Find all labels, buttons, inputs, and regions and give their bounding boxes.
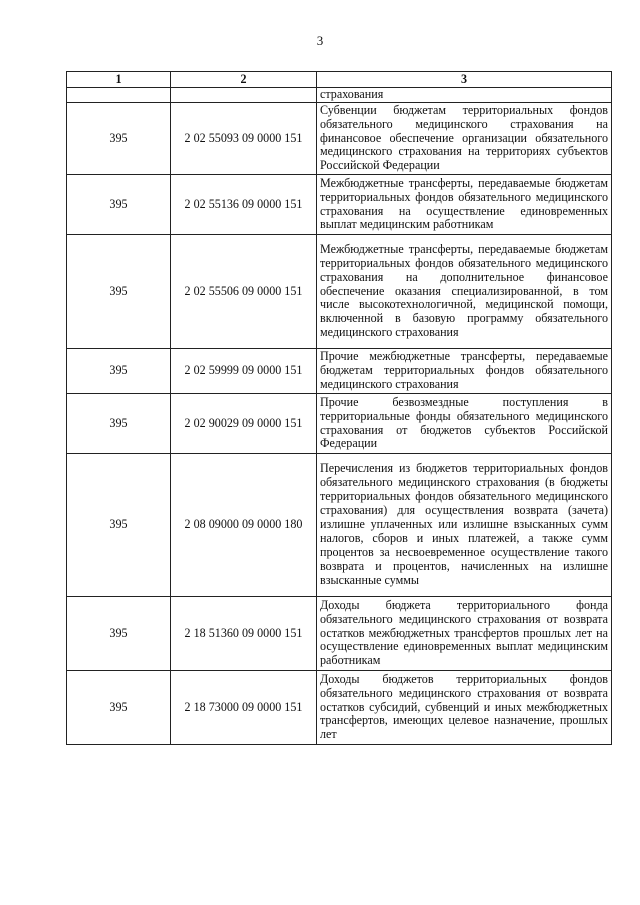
kbk-code-cell: 2 18 73000 09 0000 151 [171,671,317,745]
column-header-2: 2 [171,72,317,88]
kbk-code-cell: 2 02 55093 09 0000 151 [171,103,317,175]
kbk-code-cell: 2 08 09000 09 0000 180 [171,454,317,597]
admin-code-cell: 395 [67,671,171,745]
table-header-row [67,72,612,88]
admin-code-cell: 395 [67,103,171,175]
description-cell: Доходы бюджетов территориальных фондов обязательного медицинского страхования от возврата остатков субсидий, субвенций и иных межбюджетных трансфертов, имеющих целевое назначение, прошлых лет [317,671,612,745]
table-row [67,394,612,454]
table-row [67,349,612,394]
admin-code-cell: 395 [67,454,171,597]
description-cell: страхования [317,88,612,103]
admin-code-cell [67,88,171,103]
table-row [67,671,612,745]
budget-revenue-table [66,71,612,745]
table-row [67,454,612,597]
admin-code-cell: 395 [67,597,171,671]
description-cell: Субвенции бюджетам территориальных фондов обязательного медицинского страхования на финансовое обеспечение организации обязательного медицинского страхования на территориях субъектов Российской Федерации [317,103,612,175]
description-cell: Межбюджетные трансферты, передаваемые бюджетам территориальных фондов обязательного медицинского страхования на дополнительное финансовое обеспечение оказания специализированной, в том числе высокотехнологичной, медицинской помощи, включенной в базовую программу обязательного медицинского страхования [317,235,612,349]
column-header-1: 1 [67,72,171,88]
admin-code-cell: 395 [67,349,171,394]
page-number: 3 [316,33,324,48]
table-row [67,235,612,349]
table-row [67,597,612,671]
description-cell: Межбюджетные трансферты, передаваемые бюджетам территориальных фондов обязательного медицинского страхования на осуществление единовременных выплат медицинским работникам [317,175,612,235]
kbk-code-cell: 2 02 90029 09 0000 151 [171,394,317,454]
column-header-3: 3 [317,72,612,88]
kbk-code-cell: 2 18 51360 09 0000 151 [171,597,317,671]
description-cell: Прочие межбюджетные трансферты, передаваемые бюджетам территориальных фондов обязательного медицинского страхования [317,349,612,394]
admin-code-cell: 395 [67,394,171,454]
admin-code-cell: 395 [67,175,171,235]
description-cell: Перечисления из бюджетов территориальных фондов обязательного медицинского страхования (в бюджеты территориальных фондов обязательного медицинского страхования) для осуществления возврата (зачета) излишне уплаченных или излишне взысканных сумм налогов, сборов и иных платежей, а также сумм процентов за несвоевременное осуществление такого возврата и процентов, начисленных на излишне взысканные суммы [317,454,612,597]
description-cell: Прочие безвозмездные поступления в территориальные фонды обязательного медицинского страхования от бюджетов субъектов Российской Федерации [317,394,612,454]
table-row [67,175,612,235]
description-cell: Доходы бюджета территориального фонда обязательного медицинского страхования от возврата остатков межбюджетных трансфертов прошлых лет на осуществление единовременных выплат медицинским работникам [317,597,612,671]
admin-code-cell: 395 [67,235,171,349]
kbk-code-cell: 2 02 55136 09 0000 151 [171,175,317,235]
kbk-code-cell: 2 02 55506 09 0000 151 [171,235,317,349]
kbk-code-cell [171,88,317,103]
table-row [67,103,612,175]
table-row-continuation [67,88,612,103]
kbk-code-cell: 2 02 59999 09 0000 151 [171,349,317,394]
